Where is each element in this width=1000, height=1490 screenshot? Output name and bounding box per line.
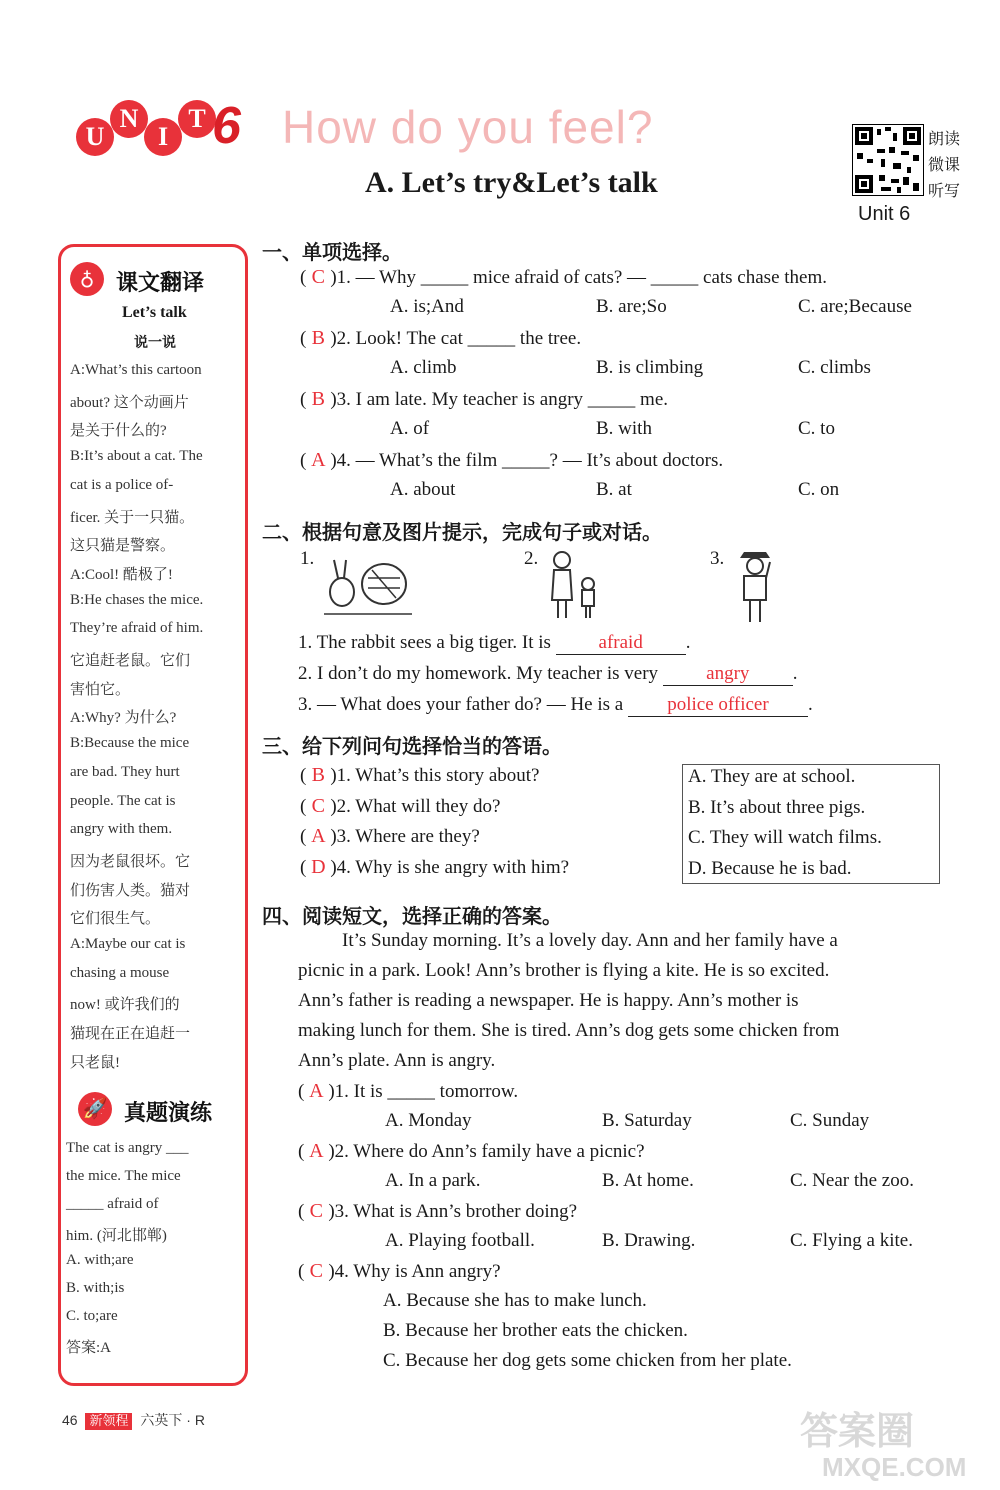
- unit-letter-n: N: [110, 100, 148, 138]
- answer-mark: A: [311, 825, 326, 847]
- answer-mark: C: [311, 266, 325, 288]
- exam-line: B. with;is: [66, 1280, 125, 1296]
- part3-question: ( D )4. Why is she angry with him?: [300, 855, 570, 878]
- sidebar-line: cat is a police of-: [70, 476, 174, 493]
- passage-line: making lunch for them. She is tired. Ann’s dog gets some chicken from: [298, 1020, 840, 1041]
- teacher-child-picture: [540, 548, 610, 620]
- part1-option: A. is;And: [390, 296, 464, 317]
- part1-question: ( B )2. Look! The cat _____ the tree.: [300, 327, 582, 349]
- part1-question: ( A )4. — What’s the film _____? — It’s about doctors.: [300, 449, 724, 471]
- part1-option: A. about: [390, 479, 456, 500]
- part1-question: ( B )3. I am late. My teacher is angry _____ me.: [300, 388, 668, 410]
- part1-question: ( C )1. — Why _____ mice afraid of cats? — _____ cats chase them.: [300, 266, 827, 288]
- answer-mark: A: [311, 449, 326, 471]
- answer-mark: C: [309, 1200, 323, 1222]
- qr-label-dictation: 听写: [928, 181, 961, 200]
- pic-number-2: 2.: [524, 548, 539, 569]
- watermark-logo: 答案圈: [800, 1411, 915, 1453]
- sidebar-line: 因为老鼠很坏。它: [70, 853, 191, 870]
- part3-choice: D. Because he is bad.: [688, 857, 852, 879]
- passage-line: picnic in a park. Look! Ann’s brother is flying a kite. He is so excited.: [298, 960, 830, 981]
- answer-mark: B: [311, 764, 325, 786]
- sidebar-line: are bad. They hurt: [70, 763, 180, 780]
- part1-option: A. climb: [390, 357, 457, 378]
- part4-question: ( C )3. What is Ann’s brother doing?: [298, 1200, 578, 1222]
- exam-line: A. with;are: [66, 1252, 134, 1268]
- passage-line: It’s Sunday morning. It’s a lovely day. Ann and her family have a: [342, 930, 838, 951]
- part1-option: C. on: [798, 479, 840, 500]
- sidebar-line: 是关于什么的?: [70, 423, 167, 440]
- part4-option: C. Near the zoo.: [790, 1170, 914, 1191]
- sidebar-line: 害怕它。: [70, 681, 131, 698]
- unit-title: How do you feel?: [282, 101, 654, 153]
- part4-option: B. Because her brother eats the chicken.: [383, 1320, 688, 1341]
- part2-heading: 二、根据句意及图片提示，完成句子或对话。: [262, 520, 662, 544]
- qr-code-icon[interactable]: [852, 124, 924, 196]
- part1-option: B. with: [596, 418, 652, 439]
- part4-option: B. Drawing.: [602, 1230, 696, 1251]
- part4-question: ( C )4. Why is Ann angry?: [298, 1260, 501, 1282]
- sidebar-line: 它们很生气。: [70, 911, 161, 928]
- unit-number: 6: [212, 97, 241, 155]
- sidebar-line: 这只猫是警察。: [70, 538, 176, 555]
- part3-choice: B. It’s about three pigs.: [688, 796, 866, 818]
- sidebar-line: A:What’s this cartoon: [70, 362, 202, 378]
- sidebar-line: B:He chases the mice.: [70, 591, 204, 608]
- part4-option: A. Because she has to make lunch.: [383, 1290, 647, 1311]
- qr-unit-label: Unit 6: [858, 203, 911, 225]
- sidebar-heading-translation: 课文翻译: [116, 271, 205, 296]
- part1-option: C. are;Because: [798, 296, 912, 317]
- sidebar-section-title: Let’s talk: [122, 304, 187, 321]
- answer-mark: A: [309, 1080, 324, 1102]
- sidebar-line: 只老鼠!: [70, 1054, 120, 1071]
- part4-option: C. Sunday: [790, 1110, 870, 1131]
- part4-option: A. In a park.: [385, 1170, 481, 1191]
- exam-line: C. to;are: [66, 1308, 118, 1324]
- part1-option: C. climbs: [798, 357, 871, 378]
- part4-question: ( A )2. Where do Ann’s family have a picnic?: [298, 1140, 645, 1162]
- part2-answer: angry: [663, 663, 793, 686]
- brand-label: 新领程: [85, 1413, 132, 1430]
- sidebar-line: 它追赶老鼠。它们: [70, 653, 191, 669]
- part2-sentence: 3. — What does your father do? — He is a police officer .: [298, 694, 813, 715]
- watermark-url: MXQE.COM: [822, 1452, 967, 1482]
- exam-line: him. (河北邯郸): [66, 1228, 167, 1244]
- footer: [62, 1410, 205, 1430]
- sidebar-line: 猫现在正在追赶一: [70, 1026, 191, 1043]
- part2-sentence: 1. The rabbit sees a big tiger. It is afraid .: [298, 632, 691, 653]
- pic-number-1: 1.: [300, 548, 315, 569]
- sidebar-line: now! 或许我们的: [70, 997, 180, 1014]
- sidebar-line: people. The cat is: [70, 792, 176, 809]
- sidebar-line: A:Cool! 酷极了!: [70, 566, 173, 583]
- part1-option: B. is climbing: [596, 357, 704, 378]
- exam-line: the mice. The mice: [66, 1168, 181, 1184]
- part1-heading: 一、单项选择。: [262, 240, 402, 264]
- part1-option: A. of: [390, 418, 430, 439]
- part1-option: C. to: [798, 418, 835, 439]
- qr-label-read: 朗读: [928, 129, 961, 148]
- book-label: 六英下 · R: [140, 1412, 205, 1428]
- sidebar-line: ficer. 关于一只猫。: [70, 509, 195, 526]
- part3-choice: C. They will watch films.: [688, 827, 882, 848]
- unit-letter-t: T: [178, 100, 216, 138]
- answer-mark: D: [311, 855, 326, 878]
- part4-question: ( A )1. It is _____ tomorrow.: [298, 1080, 519, 1102]
- page-number: 46: [62, 1412, 78, 1428]
- part3-question: ( A )3. Where are they?: [300, 825, 480, 847]
- sidebar-heading-exam: 真题演练: [124, 1101, 213, 1126]
- unit-letter-i: I: [144, 118, 182, 156]
- sidebar-section-sub: 说一说: [134, 335, 176, 351]
- lesson-subtitle: A. Let’s try&Let’s talk: [365, 166, 658, 199]
- planet-icon: ♁: [70, 262, 104, 296]
- exam-line: The cat is angry ___: [66, 1140, 189, 1156]
- sidebar-line: A:Why? 为什么?: [70, 710, 177, 727]
- part1-option: B. at: [596, 479, 632, 500]
- exam-line: 答案:A: [66, 1340, 112, 1356]
- unit-letter-u: U: [76, 118, 114, 156]
- rabbit-tiger-picture: [320, 548, 416, 618]
- part3-choice: A. They are at school.: [688, 766, 856, 787]
- sidebar-line: B:It’s about a cat. The: [70, 448, 203, 465]
- answer-mark: A: [309, 1140, 324, 1162]
- answer-mark: C: [309, 1260, 323, 1282]
- sidebar-line: chasing a mouse: [70, 964, 170, 981]
- qr-label-lesson: 微课: [928, 155, 961, 174]
- sidebar-line: B:Because the mice: [70, 735, 190, 752]
- sidebar-line: A:Maybe our cat is: [70, 936, 186, 952]
- part4-option: A. Monday: [385, 1110, 472, 1131]
- sidebar-line: about? 这个动画片: [70, 394, 189, 411]
- sidebar-line: They’re afraid of him.: [70, 620, 204, 637]
- passage-line: Ann’s father is reading a newspaper. He is happy. Ann’s mother is: [298, 990, 799, 1011]
- police-officer-picture: [730, 548, 780, 624]
- part1-option: B. are;So: [596, 296, 667, 317]
- part3-question: ( B )1. What’s this story about?: [300, 764, 540, 786]
- part4-option: A. Playing football.: [385, 1230, 535, 1251]
- part3-heading: 三、给下列问句选择恰当的答语。: [262, 734, 562, 758]
- answer-mark: B: [311, 388, 325, 410]
- part2-answer: afraid: [556, 632, 686, 655]
- sidebar-line: angry with them.: [70, 821, 173, 838]
- sidebar-line: 们伤害人类。猫对: [70, 882, 191, 899]
- part4-option: B. At home.: [602, 1170, 694, 1191]
- pic-number-3: 3.: [710, 548, 725, 569]
- passage-line: Ann’s plate. Ann is angry.: [298, 1050, 496, 1071]
- exam-line: _____ afraid of: [66, 1196, 159, 1212]
- rocket-icon: 🚀: [78, 1092, 112, 1126]
- part4-heading: 四、阅读短文，选择正确的答案。: [262, 904, 562, 928]
- part2-answer: police officer: [628, 694, 808, 717]
- answer-mark: B: [311, 327, 325, 349]
- answer-mark: C: [311, 794, 325, 817]
- part4-option: C. Because her dog gets some chicken from her plate.: [383, 1350, 792, 1371]
- part4-option: B. Saturday: [602, 1110, 692, 1131]
- part4-option: C. Flying a kite.: [790, 1230, 913, 1251]
- part2-sentence: 2. I don’t do my homework. My teacher is very angry .: [298, 663, 798, 684]
- part3-question: ( C )2. What will they do?: [300, 794, 501, 817]
- sidebar-panel: [58, 244, 248, 1386]
